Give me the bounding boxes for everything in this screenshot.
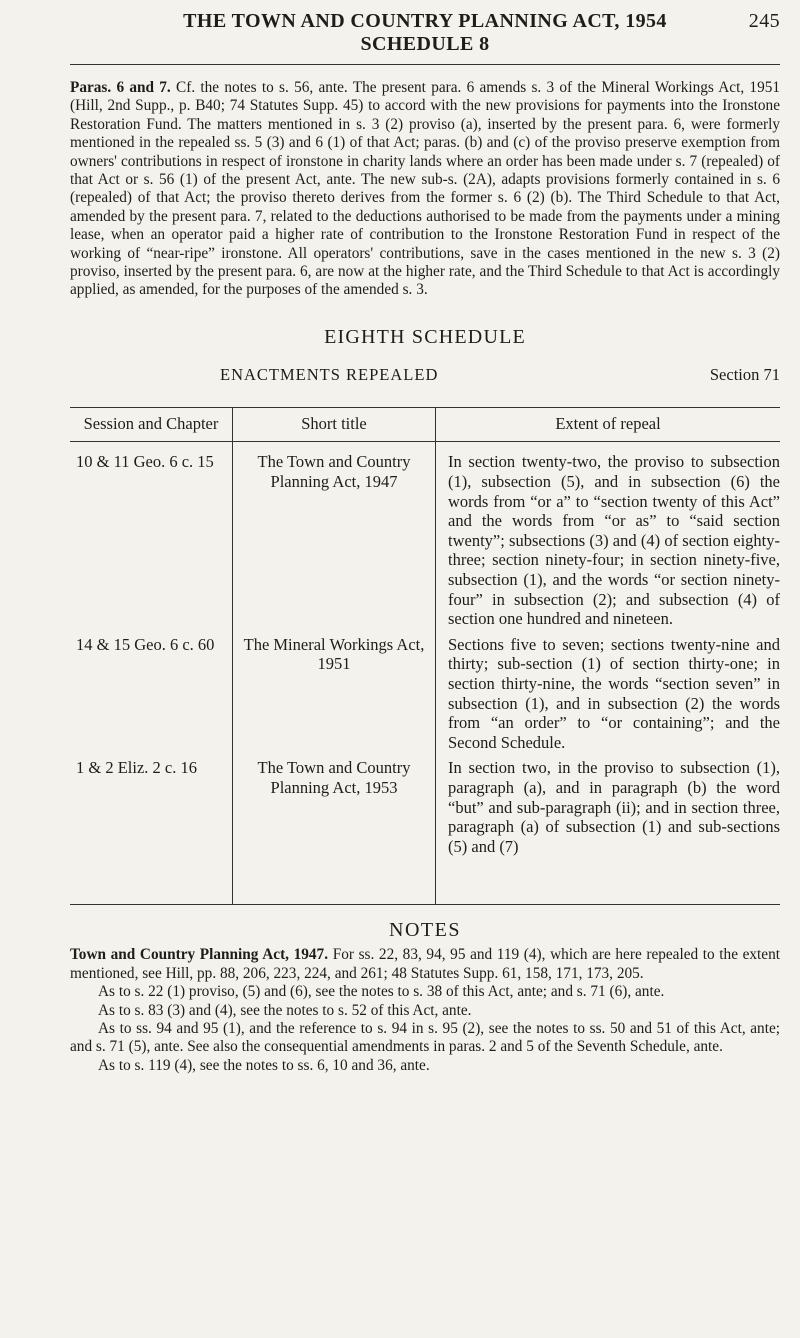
note-text: As to s. 22 (1) proviso, (5) and (6), see the notes to s. 38 of this Act, ante; and s. 71 (6), ante. [98,983,665,1001]
table-row [70,632,780,756]
extent-cell: In section twenty-two, the proviso to subsection (1), subsection (5), and in subsection (6) the words from “or a” to “section twenty of this Act” and the words from “or as” to “said section twenty”; subsections (3) and (4) of section eighty-three; section ninety-four; in section ninety-five, subsection (1), and the words “or section ninety-four” in subsection (2); and subsection (4) of section one hundred and nineteen. [436,442,781,632]
repeal-table-frame [70,407,780,905]
page [70,10,780,1075]
note-lead: Town and Country Planning Act, 1947. [70,946,329,964]
intro-note-text: Cf. the notes to s. 56, ante. The present para. 6 amends s. 3 of the Mineral Workings Act, 1951 (Hill, 2nd Supp., p. B40; 74 Statutes Supp. 45) to accord with the new provisions for payments into the Ironstone Restoration Fund. The matters mentioned in s. 3 (2) proviso (a), inserted by the present para. 6, were formerly mentioned in the repealed ss. 5 (3) and 6 (1) of that Act; paras. (b) and (c) of the proviso preserve exemption from owners' contributions in respect of ironstone in charity lands where an order has been made under s. 7 (repealed) of that Act or s. 56 (1) of the present Act, ante. The new sub-s. (2A), adapts provisions formerly contained in s. 6 (repealed) of that Act; the proviso thereto derives from the former s. 6 (2) (b). The Third Schedule to that Act, amended by the present para. 7, related to the deductions authorised to be made from the payments under a mining lease, when an operator paid a higher rate of contribution to the Ironstone Restoration Fund in respect of the working of “near-ripe” ironstone. All operators' contributions, save in the cases mentioned in the new s. 3 (2) proviso, inserted by the present para. 6, are now at the higher rate, and the Third Schedule to that Act is accordingly applied, as amended, for the purposes of the amended s. 3. [70,79,781,299]
extent-cell: In section two, in the proviso to subsection (1), paragraph (a), and in paragraph (b) the word “but” and sub-paragraph (ii); and in section three, paragraph (a) of subsection (1) and sub-sections (5) and (7) [436,755,781,904]
note-paragraph [70,1002,780,1020]
session-cell: 14 & 15 Geo. 6 c. 60 [76,634,215,654]
header-short-title: Short title [233,408,436,442]
header-rule [70,64,780,65]
note-text: As to s. 83 (3) and (4), see the notes to s. 52 of this Act, ante. [98,1001,472,1019]
intro-note [70,79,780,300]
note-paragraph [70,983,780,1001]
title-cell: The Town and Country Planning Act, 1947 [233,442,436,632]
table-row [70,442,780,632]
note-paragraph [70,946,780,983]
note-paragraph [70,1057,780,1075]
note-paragraph [70,1020,780,1057]
title-cell: The Town and Country Planning Act, 1953 [233,755,436,904]
session-cell: 10 & 11 Geo. 6 c. 15 [76,452,214,472]
extent-cell: Sections five to seven; sections twenty-nine and thirty; sub-section (1) of section thirty-one; in section thirty-nine, the words “section seven” in subsection (1), and in subsection (2) the words from “an order” to “or containing”; and the Second Schedule. [436,632,781,756]
schedule-subheading [70,365,780,389]
running-title-line [70,10,780,33]
note-text: As to ss. 94 and 95 (1), and the reference to s. 94 in s. 95 (2), see the notes to ss. 50 and 51 of this Act, ante; and s. 71 (5), ante. See also the consequential amendments in paras. 2 and 5 of the Seventh Schedule, ante. [70,1019,780,1056]
note-text: As to s. 119 (4), see the notes to ss. 6, 10 and 36, ante. [98,1056,430,1074]
page-number: 245 [748,10,780,32]
header-extent-of-repeal: Extent of repeal [436,408,781,442]
note-text: For ss. 22, 83, 94, 95 and 119 (4), which are here repealed to the extent mentioned, see Hill, pp. 88, 206, 223, 224, and 261; 48 Statutes Supp. 61, 158, 171, 173, 205. [70,946,780,982]
running-head [70,10,780,56]
schedule-title: EIGHTH SCHEDULE [324,325,526,348]
repeal-table [70,408,780,904]
header-session-chapter: Session and Chapter [70,408,233,442]
enactments-repealed-label: ENACTMENTS REPEALED [220,364,439,384]
notes-heading: NOTES [389,919,461,942]
running-title: THE TOWN AND COUNTRY PLANNING ACT, 1954 [183,10,667,32]
table-row [70,755,780,904]
title-cell: The Mineral Workings Act, 1951 [233,632,436,756]
session-cell: 1 & 2 Eliz. 2 c. 16 [76,758,197,778]
section-reference: Section 71 [709,364,780,384]
schedule-label: SCHEDULE 8 [360,33,490,55]
table-header-row [70,408,780,442]
intro-note-lead: Paras. 6 and 7. [70,79,171,96]
